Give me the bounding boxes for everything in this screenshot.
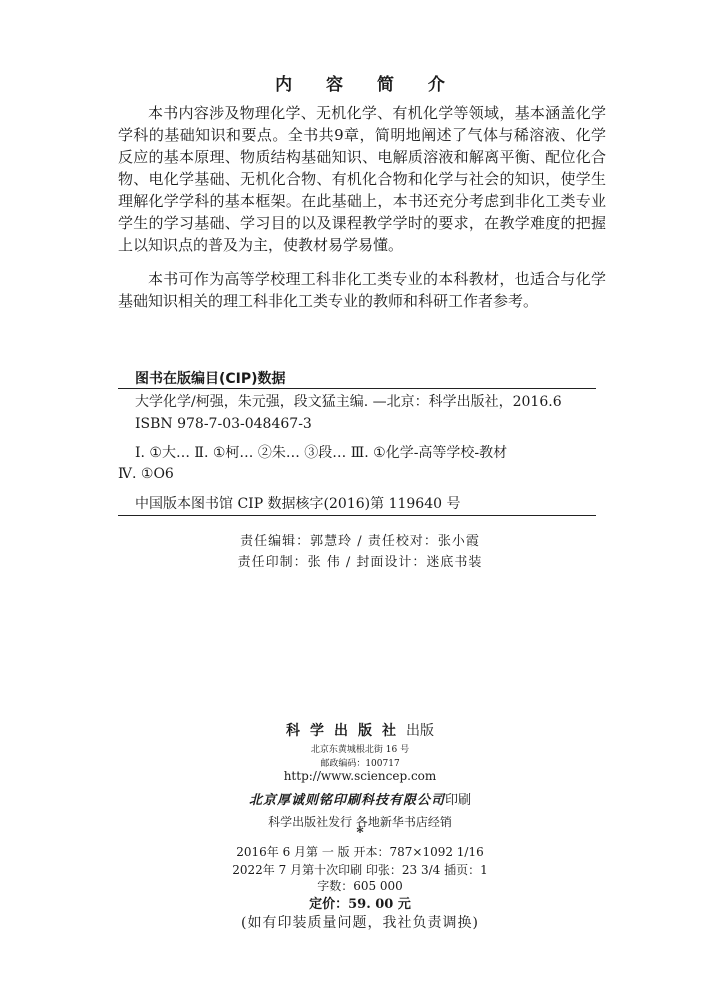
credits-line-2: 责任印制：张 伟 / 封面设计：迷底书装 [237,555,483,570]
cip-heading: 图书在版编目(CIP)数据 [135,371,286,387]
summary-paragraph-1: 本书内容涉及物理化学、无机化学、有机化学等领域，基本涵盖化学学科的基础知识和要点。全书共9章，简明地阐述了气体与稀溶液、化学反应的基本原理、物质结构基础知识、电解质溶液和解离平衡、配位化合物、电化学基础、无机化合物、有机化合物和化学与社会的知识，使学生理解化学学科的基本框架。在此基础上，本书还充分考虑到非化工类专业学生的学习基础、学习目的以及课程教学学时的要求，在教学难度的把握上以知识点的普及为主，使教材易学易懂。 [118,104,606,254]
printer-name: 北京厚诚则铭印刷科技有限公司 [248,793,445,808]
publisher-url: http://www.sciencep.com [283,769,437,783]
cip-classification-line: Ⅳ. ①O6 [118,466,174,482]
publisher-line [0,720,720,740]
cip-isbn-line: ISBN 978-7-03-048467-3 [135,416,312,432]
cip-bibliographic-line: 大学化学/柯强，朱元强，段文猛主编. —北京：科学出版社，2016.6 [135,394,562,410]
quality-notice: (如有印装质量问题，我社负责调换) [241,915,479,931]
printer-suffix: 印刷 [445,793,472,808]
publisher-postcode: 邮政编码：100717 [320,759,400,769]
credits-line-1: 责任编辑：郭慧玲 / 责任校对：张小霞 [240,534,480,549]
cip-subject-line: Ⅰ. ①大… Ⅱ. ①柯… ②朱… ③段… Ⅲ. ①化学-高等学校-教材 [135,445,508,461]
price-line: 定价：59. 00 元 [309,897,411,912]
publisher-address: 北京东黄城根北街 16 号 [310,745,410,755]
summary-paragraph-2: 本书可作为高等学校理工科非化工类专业的本科教材，也适合与化学基础知识相关的理工科非化工类专业的教师和科研工作者参考。 [118,270,606,310]
printer-line [0,789,720,808]
cip-bottom-rule [118,515,596,516]
summary-title: 内 容 简 介 [275,75,459,95]
word-count-line: 字数：605 000 [317,879,403,893]
publisher-suffix: 出版 [406,723,434,739]
edition-line-1: 2016年 6 月第 一 版 开本：787×1092 1/16 [236,845,484,859]
cip-record-number-line: 中国版本图书馆 CIP 数据核字(2016)第 119640 号 [135,496,461,512]
distribution-line: 科学出版社发行 各地新华书店经销 [268,815,452,829]
cip-top-rule [118,388,596,389]
separator-asterisk: * [356,825,364,841]
publisher-name: 科学出版社 [286,723,406,739]
edition-line-2: 2022年 7 月第十次印刷 印张：23 3/4 插页：1 [232,863,488,877]
